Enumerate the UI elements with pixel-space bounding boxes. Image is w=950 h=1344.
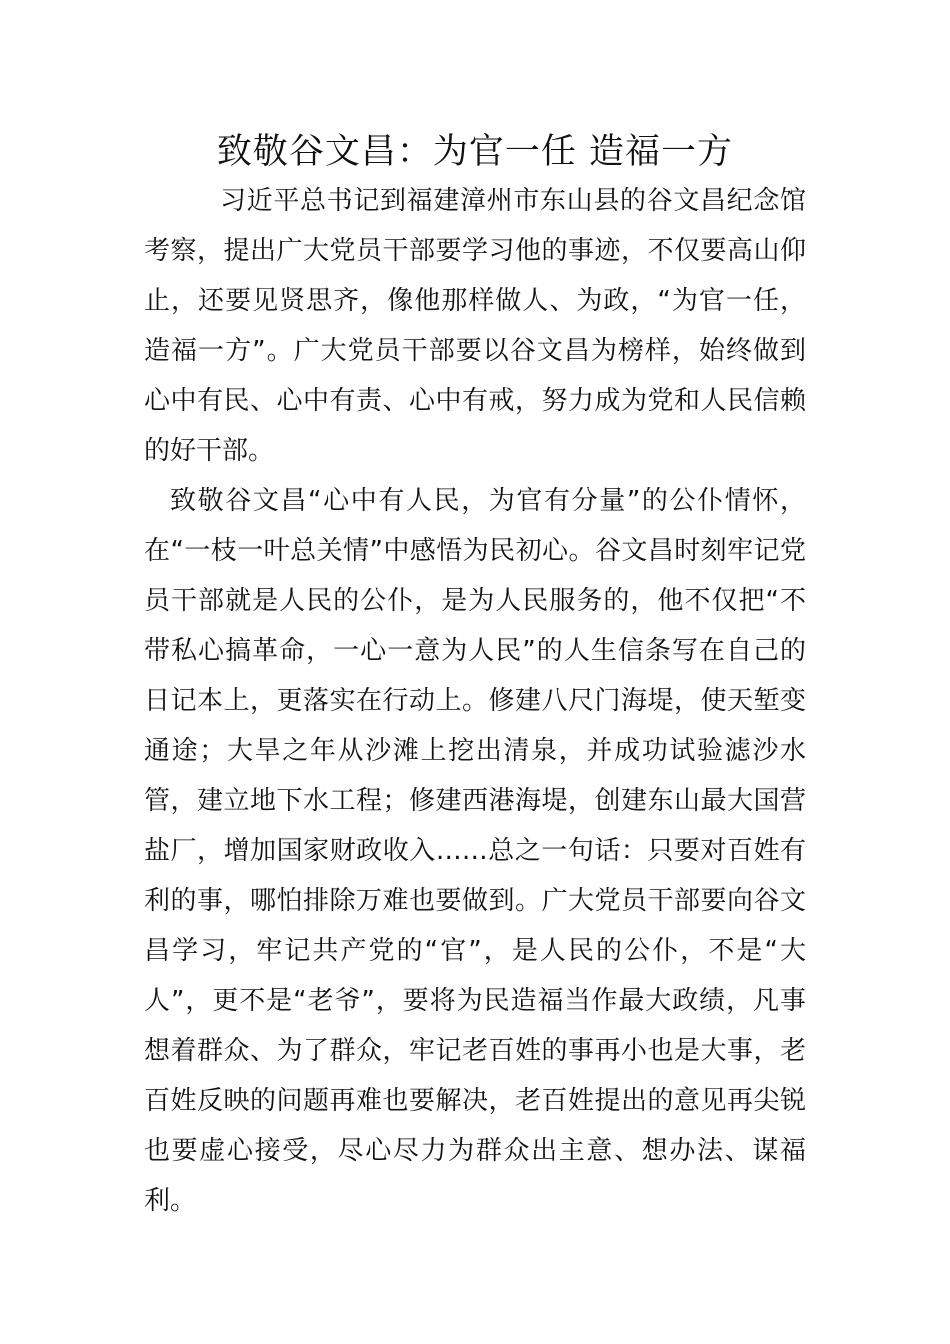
paragraph-2: 致敬谷文昌“心中有人民，为官有分量”的公仆情怀，在“一枝一叶总关情”中感悟为民初心。谷文昌时刻牢记党员干部就是人民的公仆，是为人民服务的，他不仅把“不带私心搞革命，一心一意为人民”的人生信条写在自己的日记本上，更落实在行动上。修建八尺门海堤，使天堑变通途；大旱之年从沙滩上挖出清泉，并成功试验滤沙水管，建立地下水工程；修建西港海堤，创建东山最大国营盐厂，增加国家财政收入……总之一句话：只要对百姓有利的事，哪怕排除万难也要做到。广大党员干部要向谷文昌学习，牢记共产党的“官”，是人民的公仆，不是“大人”，更不是“老爷”，要将为民造福当作最大政绩，凡事想着群众、为了群众，牢记老百姓的事再小也是大事，老百姓反映的问题再难也要解决，老百姓提出的意见再尖锐也要虚心接受，尽心尽力为群众出主意、想办法、谋福利。 [144, 486, 806, 1216]
document-title: 致敬谷文昌：为官一任 造福一方 [216, 132, 734, 172]
paragraph-1: 习近平总书记到福建漳州市东山县的谷文昌纪念馆考察，提出广大党员干部要学习他的事迹，不仅要高山仰止，还要见贤思齐，像他那样做人、为政，“为官一任，造福一方”。广大党员干部要以谷文昌为榜样，始终做到心中有民、心中有责、心中有戒，努力成为党和人民信赖的好干部。 [144, 186, 806, 466]
